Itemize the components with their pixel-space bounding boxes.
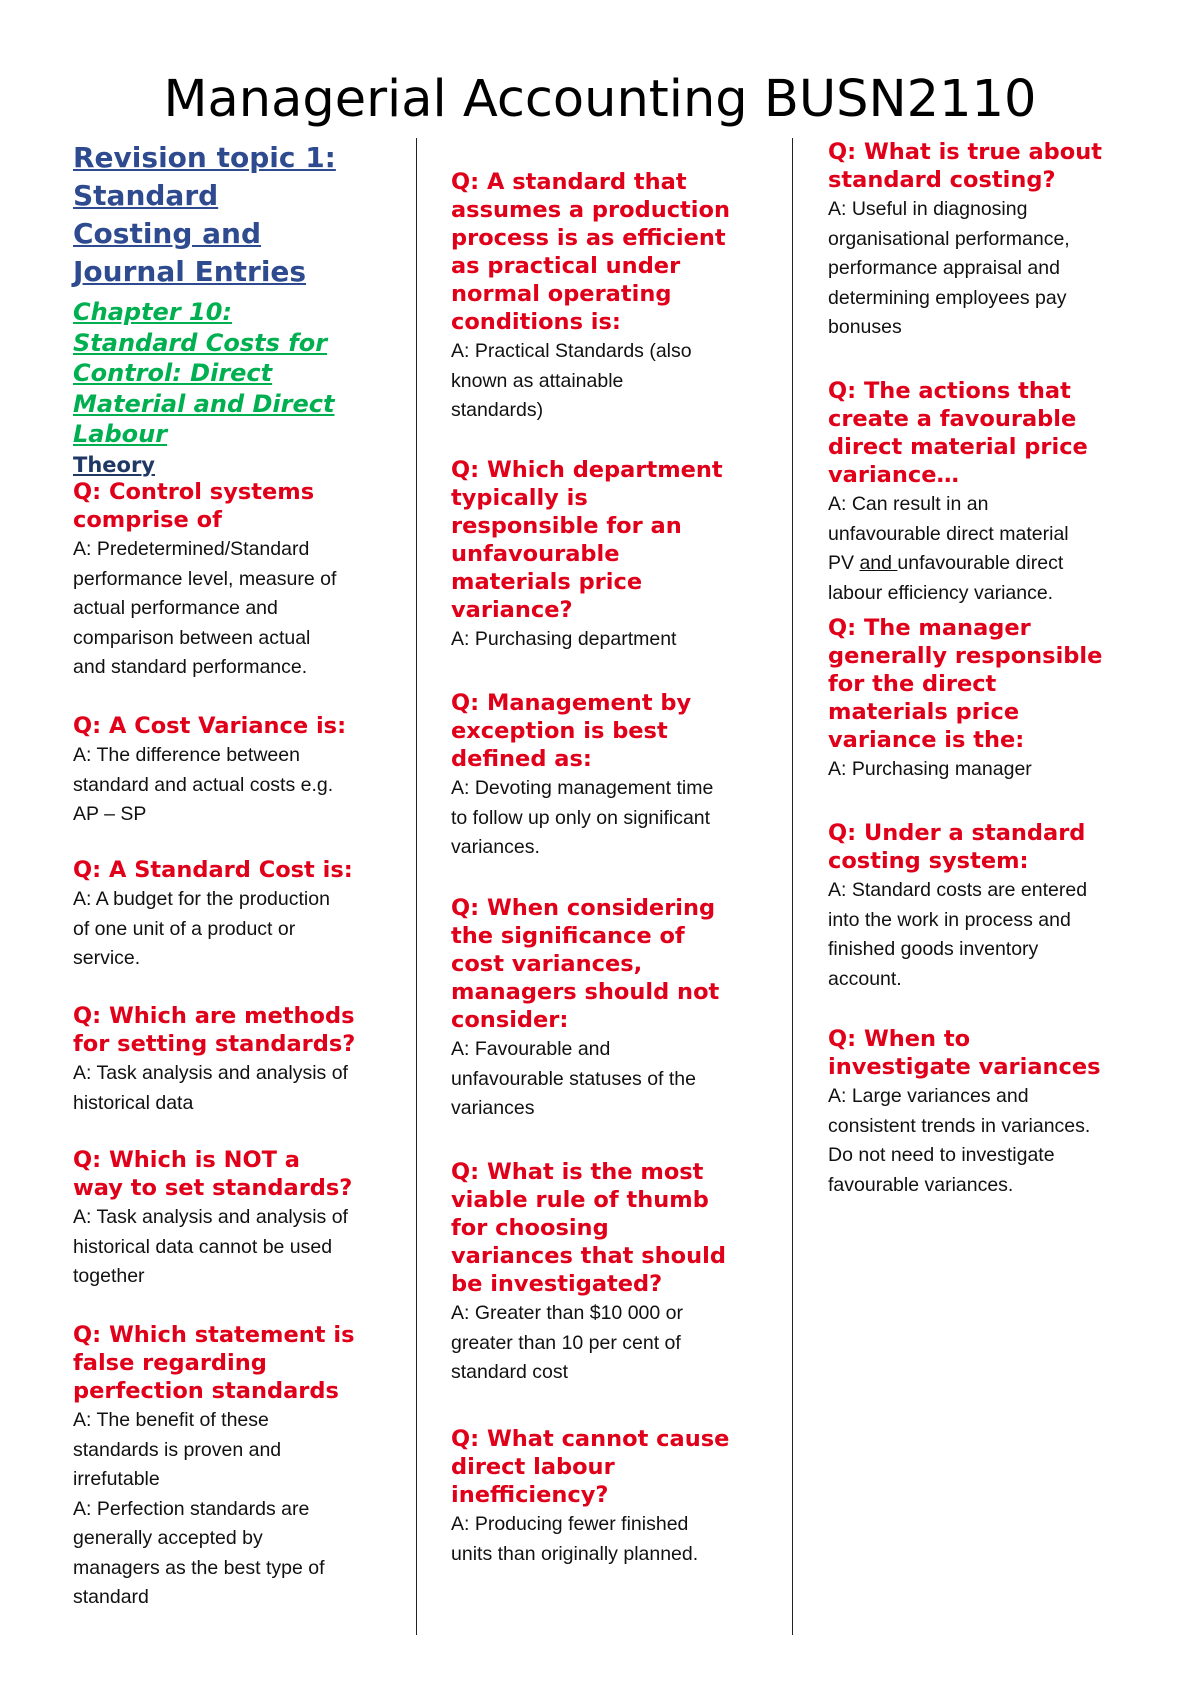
revision-topic-heading: Revision topic 1: Standard Costing and Journal Entries xyxy=(73,141,336,288)
qa-item xyxy=(73,856,408,974)
question: Q: What is true about standard costing? xyxy=(828,139,1102,193)
question: Q: Control systems comprise of xyxy=(73,479,315,533)
question: Q: When to investigate variances xyxy=(828,1026,1101,1080)
question: Q: Under a standard costing system: xyxy=(828,820,1086,874)
question: Q: Which department typically is responsible for an unfavourable materials price variance? xyxy=(451,457,723,623)
qa-item xyxy=(73,1321,408,1613)
answer: A: Purchasing department xyxy=(451,628,677,650)
answer-underlined-word: and xyxy=(859,552,898,574)
qa-item xyxy=(73,1146,408,1292)
answer: A: Task analysis and analysis of historical data xyxy=(73,1062,348,1114)
question: Q: A Cost Variance is: xyxy=(73,713,347,739)
qa-item xyxy=(828,614,1178,785)
question: Q: When considering the significance of cost variances, managers should not consider: xyxy=(451,895,720,1033)
answer: A: Predetermined/Standard performance level, measure of actual performance and comparison between actual and standard performance. xyxy=(73,538,337,678)
question: Q: Which are methods for setting standards? xyxy=(73,1003,356,1057)
question: Q: Which statement is false regarding perfection standards xyxy=(73,1322,355,1404)
qa-item xyxy=(828,138,1178,343)
answer: A: Large variances and consistent trends in variances. Do not need to investigate favourable variances. xyxy=(828,1085,1091,1196)
column-divider-right xyxy=(792,138,793,1635)
question: Q: The manager generally responsible for the direct materials price variance is the: xyxy=(828,615,1103,753)
answer: A: Standard costs are entered into the work in process and finished goods inventory account. xyxy=(828,879,1088,990)
answer: A: Useful in diagnosing organisational performance, performance appraisal and determining employees pay bonuses xyxy=(828,198,1070,338)
qa-item xyxy=(451,456,786,655)
answer: A: Practical Standards (also known as attainable standards) xyxy=(451,340,692,421)
question: Q: What is the most viable rule of thumb for choosing variances that should be investigated? xyxy=(451,1159,726,1297)
question: Q: A Standard Cost is: xyxy=(73,857,353,883)
qa-item xyxy=(73,478,408,683)
page-title: Managerial Accounting BUSN2110 xyxy=(163,70,1037,129)
question: Q: The actions that create a favourable direct material price variance… xyxy=(828,378,1088,488)
answer: A: A budget for the production of one unit of a product or service. xyxy=(73,888,330,969)
qa-item xyxy=(451,1158,786,1388)
qa-item xyxy=(73,1002,408,1118)
question: Q: What cannot cause direct labour inefficiency? xyxy=(451,1426,730,1508)
answer: A: The benefit of these standards is proven and irrefutable A: Perfection standards are generally accepted by managers as the best type of standard xyxy=(73,1409,325,1608)
chapter-heading: Chapter 10: Standard Costs for Control: Direct Material and Direct Labour xyxy=(73,298,335,448)
qa-item xyxy=(828,1025,1178,1200)
answer: A: Devoting management time to follow up only on significant variances. xyxy=(451,777,714,858)
answer-part: A: Can result in an unfavourable direct material PV xyxy=(828,493,1069,574)
answer-part: unfavourable direct labour efficiency variance. xyxy=(828,552,1064,604)
question: Q: Management by exception is best defined as: xyxy=(451,690,692,772)
answer: A: Purchasing manager xyxy=(828,758,1032,780)
answer xyxy=(828,490,1178,608)
answer: A: Favourable and unfavourable statuses of the variances xyxy=(451,1038,696,1119)
answer: A: Producing fewer finished units than originally planned. xyxy=(451,1513,699,1565)
qa-item xyxy=(451,894,786,1124)
qa-item xyxy=(828,819,1178,994)
question: Q: A standard that assumes a production process is as efficient as practical under normal operating conditions is: xyxy=(451,169,730,335)
theory-heading: Theory xyxy=(73,452,155,477)
qa-item xyxy=(451,168,786,426)
answer: A: Task analysis and analysis of historical data cannot be used together xyxy=(73,1206,348,1287)
qa-item xyxy=(73,712,408,830)
intro-block xyxy=(73,139,408,480)
answer: A: The difference between standard and actual costs e.g. AP – SP xyxy=(73,744,334,825)
qa-item xyxy=(451,1425,786,1569)
qa-item xyxy=(828,377,1178,608)
answer: A: Greater than $10 000 or greater than 10 per cent of standard cost xyxy=(451,1302,683,1383)
question: Q: Which is NOT a way to set standards? xyxy=(73,1147,353,1201)
qa-item xyxy=(451,689,786,863)
column-divider-left xyxy=(416,138,417,1635)
